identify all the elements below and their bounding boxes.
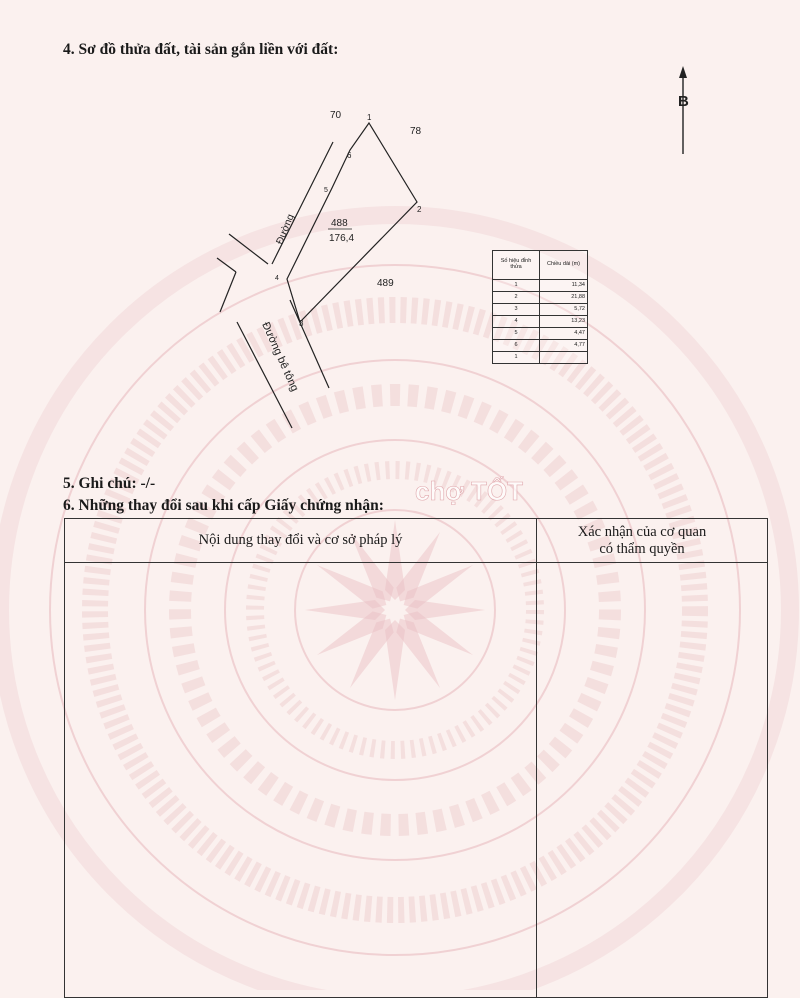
- vertex-label-2: 2: [417, 205, 422, 214]
- edge-length: 4,47: [540, 328, 588, 340]
- vertex-label-4: 4: [275, 275, 279, 282]
- edge-vertex: 1: [493, 280, 540, 292]
- section-6-title: 6. Những thay đổi sau khi cấp Giấy chứng nhận:: [63, 497, 384, 514]
- vertex-label-6: 6: [347, 151, 352, 160]
- authority-confirmation-header: Xác nhận của cơ quan có thẩm quyền: [537, 519, 767, 563]
- changes-table: [64, 518, 768, 998]
- road-label: Đường: [274, 212, 297, 247]
- vertex-label-1: 1: [367, 113, 372, 122]
- changes-content-column: [65, 519, 537, 997]
- vertex-label-5: 5: [324, 187, 328, 194]
- edge-table-header-row: [493, 251, 588, 280]
- table-row: [493, 316, 588, 328]
- neighbor-label-489: 489: [377, 278, 394, 289]
- neighbor-label-78: 78: [410, 126, 422, 137]
- edge-length: 13,23: [540, 316, 588, 328]
- edge-vertex: 6: [493, 340, 540, 352]
- concrete-road-label: Đường bê tông: [259, 320, 301, 394]
- table-row: [493, 304, 588, 316]
- edge-vertex: 5: [493, 328, 540, 340]
- section-4-title: 4. Sơ đồ thửa đất, tài sản gắn liền với đất:: [63, 41, 339, 58]
- table-row: [493, 328, 588, 340]
- edge-vertex: 4: [493, 316, 540, 328]
- table-row: [493, 340, 588, 352]
- authority-confirmation-column: [537, 519, 767, 997]
- edge-table-header-length: Chiều dài (m): [540, 251, 588, 280]
- edge-length: 5,72: [540, 304, 588, 316]
- edge-length: 11,34: [540, 280, 588, 292]
- edge-vertex: 3: [493, 304, 540, 316]
- parcel-area: 176,4: [329, 233, 355, 244]
- parcel-map: [0, 0, 800, 470]
- parcel-number: 488: [331, 218, 348, 229]
- edge-vertex: 1: [493, 352, 540, 364]
- watermark-text: chợ TỐT: [415, 476, 524, 506]
- edge-table-header-vertex: Số hiệu đỉnh thửa: [493, 251, 540, 280]
- parcel-488-outline: [287, 123, 417, 322]
- edge-length-table: [492, 250, 588, 364]
- neighbor-label-70: 70: [330, 110, 342, 121]
- table-row: [493, 280, 588, 292]
- edge-vertex: 2: [493, 292, 540, 304]
- vertex-label-3: 3: [299, 319, 304, 328]
- road-edge: [290, 300, 329, 388]
- road-edge: [217, 258, 236, 272]
- table-row: [493, 292, 588, 304]
- edge-length: 4,77: [540, 340, 588, 352]
- road-edge: [220, 272, 236, 312]
- north-label: B: [678, 93, 689, 110]
- north-arrow: [678, 66, 689, 154]
- section-5-title: 5. Ghi chú: -/-: [63, 475, 156, 492]
- changes-content-header: Nội dung thay đổi và cơ sở pháp lý: [65, 519, 536, 563]
- road-edge: [229, 234, 268, 264]
- edge-length: 21,88: [540, 292, 588, 304]
- edge-length: [540, 352, 588, 364]
- table-row: [493, 352, 588, 364]
